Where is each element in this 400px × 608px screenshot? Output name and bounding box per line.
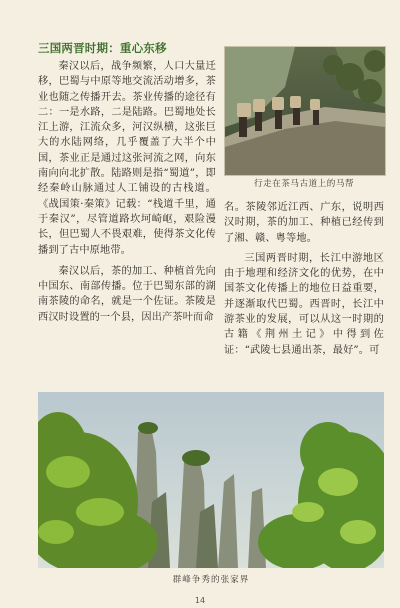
- body-paragraph: 秦汉以后，茶的加工、种植首先向中国东、南部传播。位于巴蜀东部的湖南茶陵的命名，就是一个佐证。茶陵是西汉时设置的一个县，因出产茶叶而命: [38, 265, 216, 323]
- left-column: [38, 40, 216, 331]
- body-paragraph: 秦汉以后，战争频繁，人口大量迁移，巴蜀与中原等地交流活动增多，茶业也随之传播开去。茶业传播的途径有二：一是水路，二是陆路。巴蜀地处长江上游，江流众多，河汉纵横，这张巨大的水陆网络，几乎覆盖了大半个中国，茶业正是通过这张河流之网，向东南向向北扩散。陆路则是指“蜀道”，即经秦岭山脉通过人工铺设的古栈道。《战国策·秦策》记载：“栈道千里，通于秦汉”，尽管道路坎坷崎岖，艰险漫长，但巴蜀人不畏艰难，使得茶文化传播到了古中原地带。: [38, 61, 216, 256]
- body-paragraph: 三国两晋时期，长江中游地区由于地理和经济文化的优势，在中国茶文化传播上的地位日益重要，并逐渐取代巴蜀。西晋时，长江中游茶业的发展，可以从这一时期的古籍《荆州土记》中得到佐证：“武陵七县通出茶，最好”。可: [224, 252, 384, 356]
- body-paragraph: 名。茶陵邻近江西、广东，说明西汉时期，茶的加工、种植已经传到了湘、赣、粤等地。: [224, 202, 384, 244]
- section-heading: 三国两晋时期：重心东移: [38, 41, 167, 55]
- tea-horse-road-illustration: [225, 47, 385, 175]
- zhangjiajie-photo: [38, 392, 384, 568]
- tea-horse-road-photo: [224, 46, 386, 176]
- zhangjiajie-landscape-illustration: [38, 392, 384, 568]
- figure-caption: 群峰争秀的张家界: [172, 575, 250, 585]
- right-column: [224, 200, 384, 363]
- figure-caption: 行走在茶马古道上的马帮: [253, 179, 355, 189]
- page-number: 14: [194, 596, 206, 605]
